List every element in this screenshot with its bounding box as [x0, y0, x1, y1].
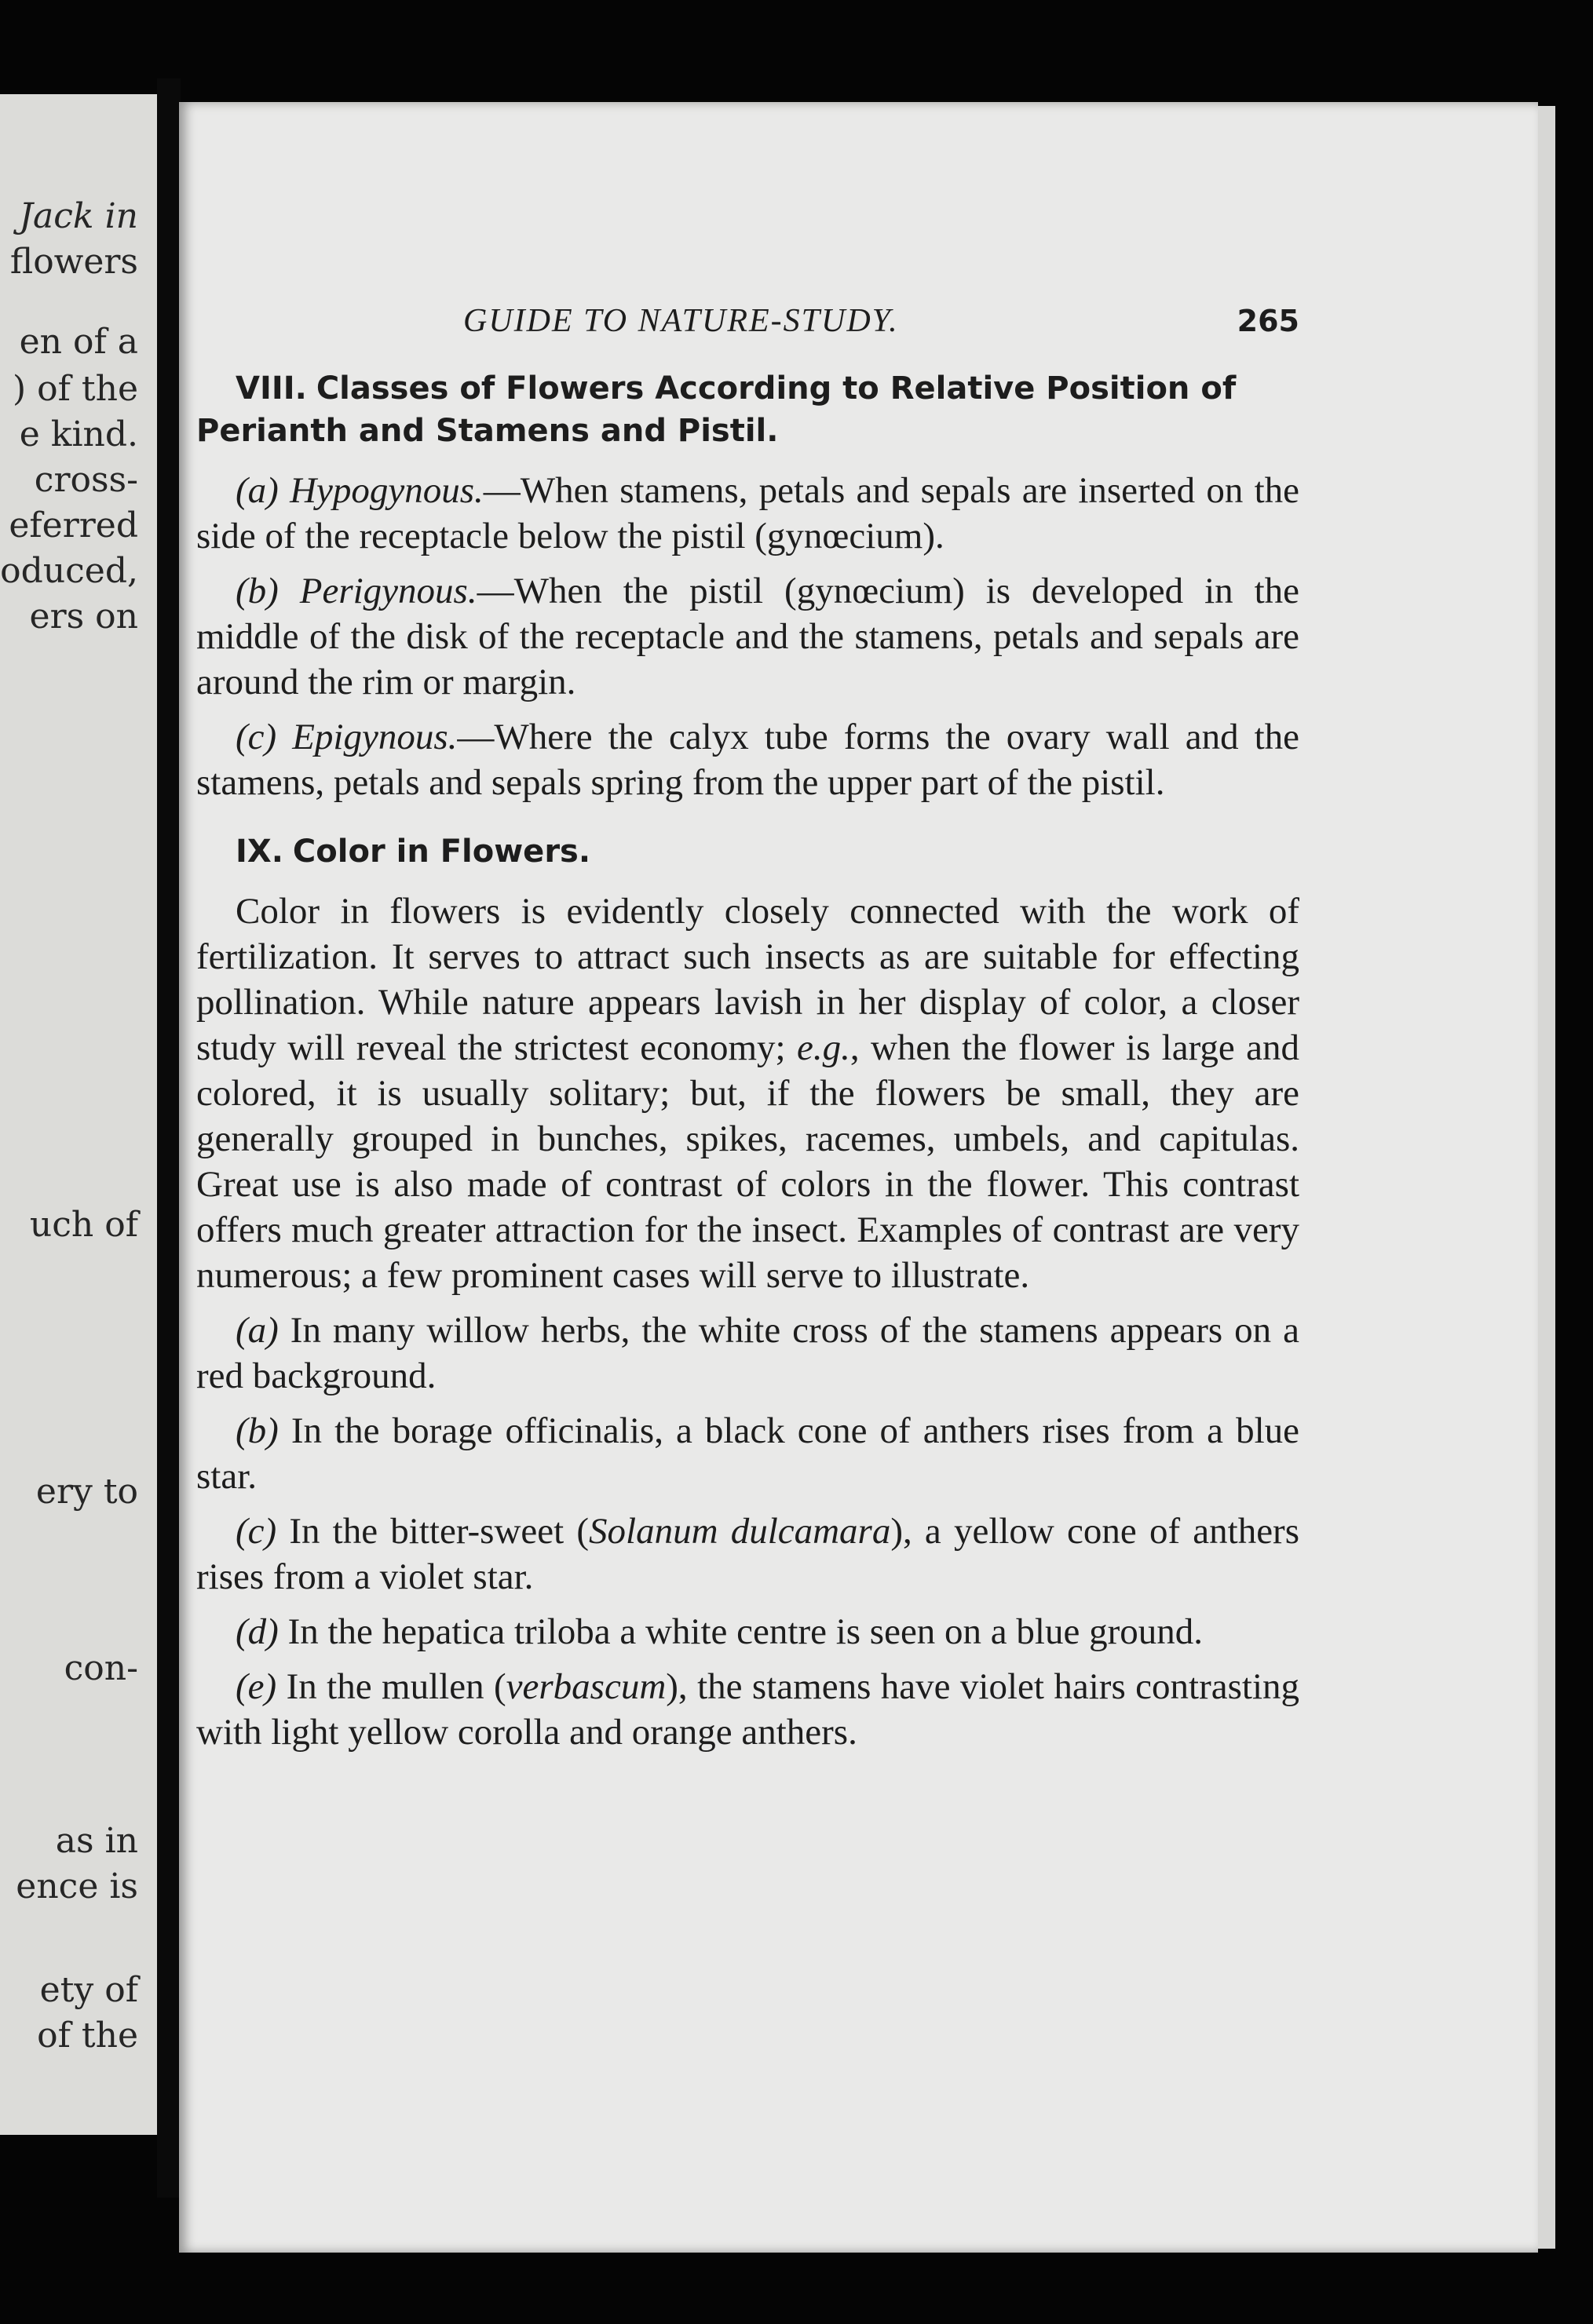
example-label: (b)	[236, 1410, 279, 1451]
item-text: —Where the calyx tube forms the ovary wall and the stamens, petals and sepals spring from the upper part of the pistil.	[196, 717, 1300, 803]
example-text: In the hepatica triloba a white centre is seen on a blue ground.	[287, 1611, 1203, 1652]
previous-page-text-fragment: ) of the	[13, 369, 138, 409]
item-text: —When stamens, petals and sepals are inserted on the side of the receptacle below the pistil (gynœcium).	[196, 470, 1300, 556]
item-hypogynous	[196, 468, 1299, 559]
example-text-before: In the bitter-sweet (	[289, 1511, 590, 1552]
previous-page-text-fragment: ence is	[16, 1866, 138, 1906]
example-species: verbascum	[506, 1666, 667, 1707]
section-viii-number: VIII.	[236, 370, 307, 407]
book-spine	[157, 78, 181, 2198]
example-e	[196, 1664, 1299, 1755]
example-species: Solanum dulcamara	[589, 1511, 891, 1552]
example-text-before: In the mullen (	[286, 1666, 506, 1707]
running-head	[196, 298, 1299, 345]
item-label: (a)	[236, 470, 279, 511]
section-ix-number: IX.	[236, 834, 283, 870]
section-viii-title: Classes of Flowers According to Relative Position of Perianth and Stamens and Pistil.	[196, 370, 1237, 449]
example-b	[196, 1408, 1299, 1499]
previous-page-text-fragment: con-	[64, 1648, 138, 1688]
intro-text-part2: , when the flower is large and colored, it is usually solitary; but, if the flowers be small, they are generally grouped in bunches, spikes, racemes, umbels, and capitulas. Great use is also made of contrast of colors in the flower. This contrast offers much greater attraction for the insect. Examples of contrast are very numerous; a few prominent cases will serve to illustrate.	[196, 1027, 1299, 1296]
previous-page-strip	[0, 94, 157, 2135]
item-label: (c)	[236, 717, 277, 757]
item-label: (b)	[236, 571, 279, 611]
page-edge	[1538, 106, 1555, 2249]
item-term: Epigynous.	[292, 717, 458, 757]
previous-page-text-fragment: ery to	[35, 1472, 138, 1512]
previous-page-text-fragment: of the	[37, 2016, 138, 2056]
example-a	[196, 1308, 1299, 1399]
example-d	[196, 1609, 1299, 1655]
example-label: (c)	[236, 1511, 277, 1552]
previous-page-text-fragment: cross-	[34, 460, 138, 500]
previous-page-text-fragment: ety of	[39, 1970, 138, 2010]
example-c	[196, 1509, 1299, 1600]
example-label: (d)	[236, 1611, 279, 1652]
previous-page-text-fragment: e kind.	[19, 414, 138, 454]
previous-page-text-fragment: oduced,	[0, 551, 138, 591]
previous-page-text-fragment: ers on	[29, 597, 138, 637]
item-term: Hypogynous.	[290, 470, 484, 511]
item-epigynous	[196, 714, 1299, 805]
previous-page-text-fragment: en of a	[19, 322, 138, 362]
page-number: 265	[1237, 304, 1299, 338]
running-head-title: GUIDE TO NATURE-STUDY.	[463, 303, 899, 339]
example-label: (e)	[236, 1666, 277, 1707]
previous-page-text-fragment: Jack in	[19, 196, 138, 236]
intro-eg: e.g.	[796, 1027, 850, 1068]
section-ix-title: Color in Flowers.	[292, 834, 591, 870]
example-label: (a)	[236, 1310, 279, 1351]
previous-page-text-fragment: flowers	[9, 242, 138, 282]
example-text-after: ), the stamens have violet hairs contrasting with light yellow corolla and orange anthers.	[196, 1666, 1300, 1753]
example-text: In the borage officinalis, a black cone of anthers rises from a blue star.	[196, 1410, 1300, 1497]
item-perigynous	[196, 568, 1299, 705]
item-text: —When the pistil (gynœcium) is developed in the middle of the disk of the receptacle and the stamens, petals and sepals are around the rim or margin.	[196, 571, 1299, 702]
example-text: In many willow herbs, the white cross of the stamens appears on a red background.	[196, 1310, 1299, 1396]
item-term: Perigynous.	[299, 571, 477, 611]
previous-page-text-fragment: as in	[55, 1821, 138, 1861]
previous-page-text-fragment: uch of	[29, 1205, 138, 1245]
section-ix-heading	[196, 830, 1299, 873]
example-text-after: ), a yellow cone of anthers rises from a violet star.	[196, 1511, 1299, 1597]
intro-text-part1: Color in flowers is evidently closely connected with the work of fertilization. It serves to attract such insects as are suitable for effecting pollination. While nature appears lavish in her display of color, a closer study will reveal the strictest economy;	[196, 891, 1299, 1068]
previous-page-text-fragment: eferred	[9, 505, 138, 545]
page-text	[196, 298, 1299, 1764]
color-intro-paragraph	[196, 888, 1299, 1298]
section-viii-heading	[196, 367, 1299, 452]
